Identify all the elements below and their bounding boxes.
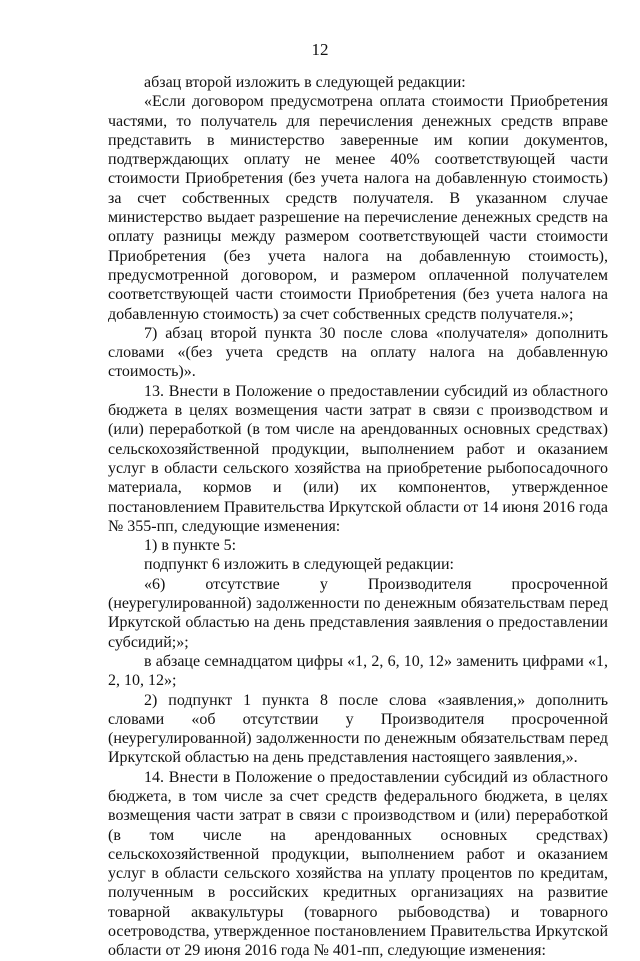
paragraph-section-13: 13. Внести в Положение о предоставлении субсидий из областного бюджета в целях возмещения части затрат в связи с производством и (или) переработкой (в том числе на арендованных основных средствах) сельскохозяйственной продукции, выполнением работ и оказанием услуг в области сельского хозяйства на приобретение рыбопосадочного материала, кормов и (или) их компонентов, утвержденное постановлением Правительства Иркутской области от 14 июня 2016 года № 355-пп, следующие изменения: xyxy=(108,382,608,535)
paragraph-quote-payment: «Если договором предусмотрена оплата стоимости Приобретения частями, то получатель для перечисления денежных средств вправе представить в министерство заверенные им копии документов, подтверждающих оплату не менее 40% соответствующей части стоимости Приобретения (без учета налога на добавленную стоимость) за счет собственных средств получателя. В указанном случае министерство выдает разрешение на перечисление денежных средств на оплату разницы между размером соответствующей части стоимости Приобретения (без учета налога на добавленную стоимость), предусмотренной договором, и размером оплаченной получателем соответствующей части стоимости Приобретения (без учета налога на добавленную стоимость) за счет собственных средств получателя.»; xyxy=(108,93,608,323)
paragraph-subitem-6: подпункт 6 изложить в следующей редакции: xyxy=(144,556,454,574)
paragraph-item-7: 7) абзац второй пункта 30 после слова «получателя» дополнить словами «(без учета средств на оплату налога на добавленную стоимость)». xyxy=(108,324,608,381)
paragraph-intro: абзац второй изложить в следующей редакции: xyxy=(144,74,466,91)
document-body xyxy=(108,73,608,961)
paragraph-digits-replace: в абзаце семнадцатом цифры «1, 2, 6, 10, 12» заменить цифрами «1, 2, 10, 12»; xyxy=(108,652,608,690)
paragraph-item-1: 1) в пункте 5: xyxy=(144,537,237,555)
paragraph-quote-6: «6) отсутствие у Производителя просроченной (неурегулированной) задолженности по денежным обязательствам перед Иркутской областью на день представления заявления о предоставлении субсидий;»; xyxy=(108,575,608,651)
page-number: 12 xyxy=(311,40,329,59)
paragraph-section-14: 14. Внести в Положение о предоставлении субсидий из областного бюджета, в том числе за счет средств федерального бюджета, в целях возмещения части затрат в связи с производством и (или) переработкой (в том числе на арендованных основных средствах) сельскохозяйственной продукции, выполнением работ и оказанием услуг в области сельского хозяйства на уплату процентов по кредитам, полученным в российских кредитных организациях на развитие товарной аквакультуры (товарного рыбоводства) и товарного осетроводства, утвержденное постановлением Правительства Иркутской области от 29 июня 2016 года № 401-пп, следующие изменения: xyxy=(108,768,608,960)
paragraph-item-2: 2) подпункт 1 пункта 8 после слова «заявления,» дополнить словами «об отсутствии у Производителя просроченной (неурегулированной) задолженности по денежным обязательствам перед Иркутской областью на день представления настоящего заявления,». xyxy=(108,691,608,767)
